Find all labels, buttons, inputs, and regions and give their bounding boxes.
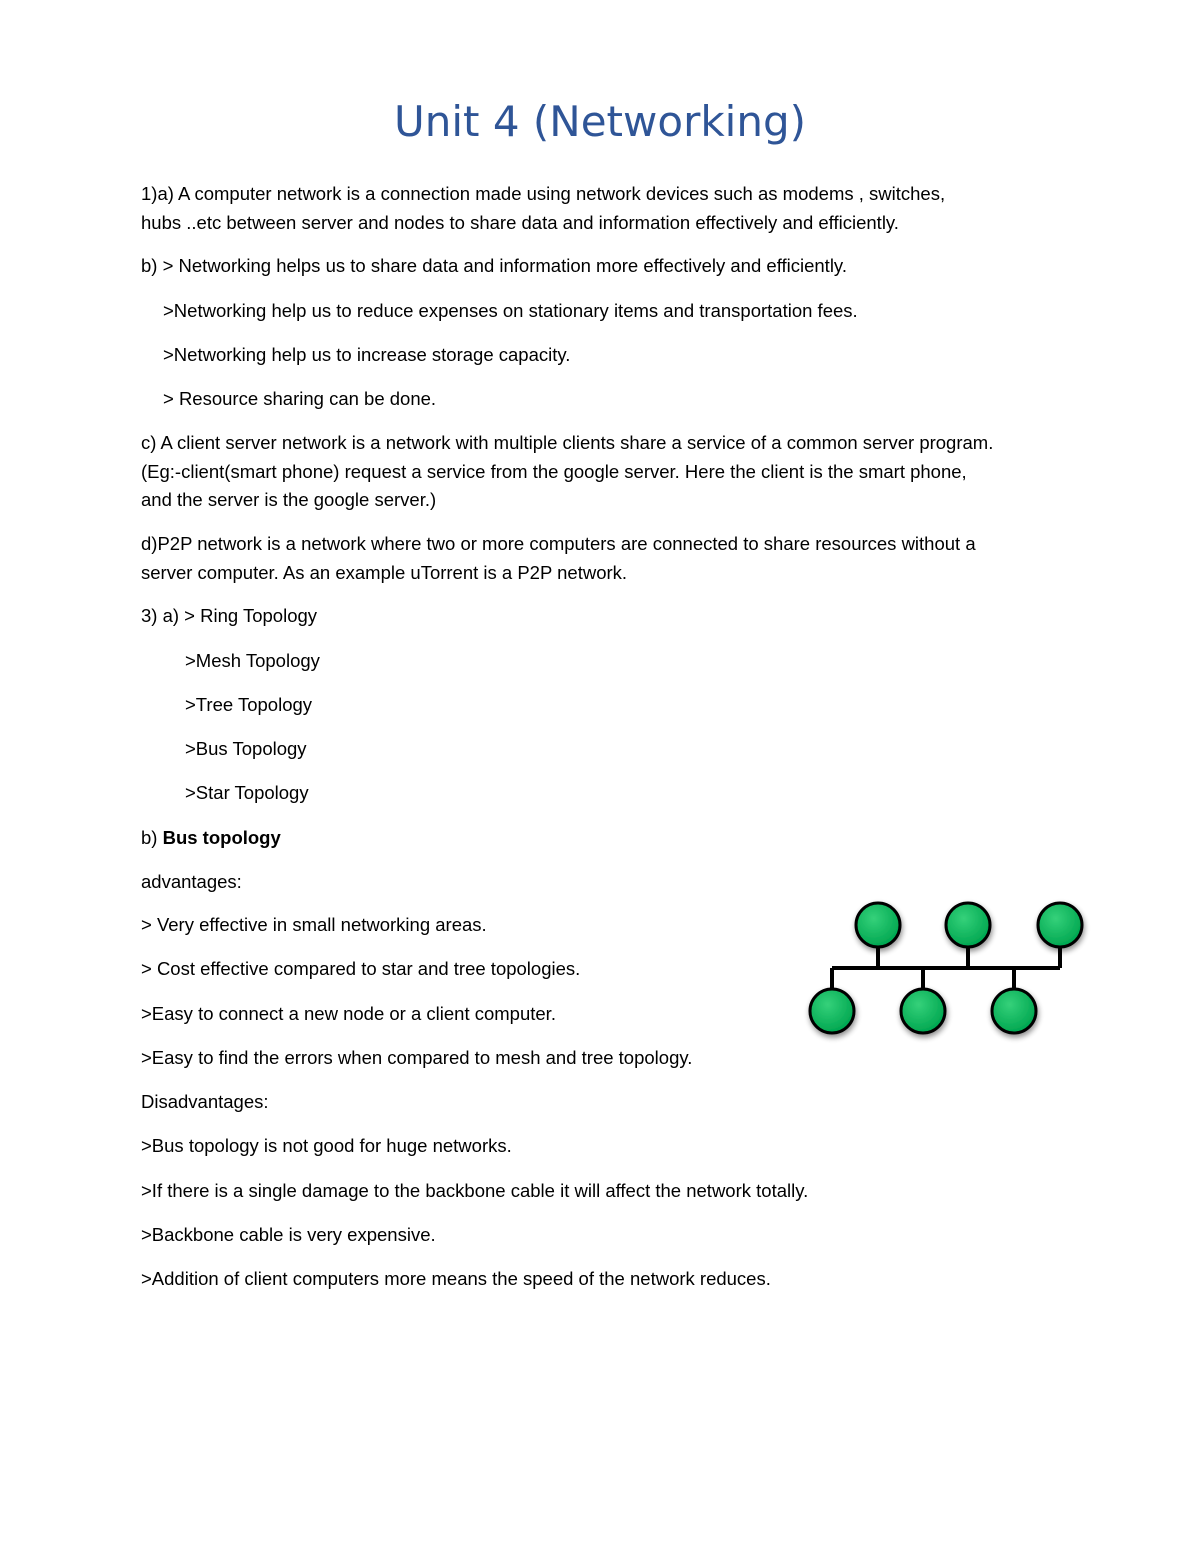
- q1a-line-1: 1)a) A computer network is a connection made using network devices such as modems , switches,: [141, 183, 946, 204]
- advantage-item: >Easy to find the errors when compared to mesh and tree topology.: [141, 1047, 693, 1068]
- advantage-item: > Very effective in small networking areas.: [141, 914, 487, 935]
- q1a-line-2: hubs ..etc between server and nodes to share data and information effectively and efficiently.: [141, 211, 899, 233]
- disadvantage-item: >Backbone cable is very expensive.: [141, 1224, 436, 1245]
- network-node: [946, 903, 990, 947]
- document-title: Unit 4 (Networking): [393, 97, 806, 146]
- disadvantage-item: >If there is a single damage to the backbone cable it will affect the network totally.: [141, 1180, 809, 1201]
- q1c-line-2: (Eg:-client(smart phone) request a service from the google server. Here the client is the smart phone,: [141, 460, 967, 482]
- q1d-paragraph: [141, 530, 1071, 587]
- topology-item: >Mesh Topology: [185, 650, 320, 671]
- q3b-heading: Bus topology: [162, 827, 281, 848]
- q1b-point: >Networking help us to reduce expenses on stationary items and transportation fees.: [163, 300, 858, 321]
- network-node: [810, 989, 854, 1033]
- q1b-point: >Networking help us to increase storage capacity.: [163, 344, 571, 365]
- q1b-point: > Resource sharing can be done.: [163, 388, 437, 409]
- q1d-line-2: server computer. As an example uTorrent is a P2P network.: [141, 561, 628, 583]
- bus-topology-diagram: [790, 888, 1100, 1048]
- network-node: [1038, 903, 1082, 947]
- topology-item: >Star Topology: [185, 782, 309, 803]
- q1a-paragraph: [141, 180, 1071, 237]
- disadvantages-label: Disadvantages:: [141, 1091, 269, 1112]
- q3a-intro: 3) a) > Ring Topology: [141, 605, 318, 626]
- network-node: [856, 903, 900, 947]
- disadvantage-item: >Bus topology is not good for huge networks.: [141, 1135, 512, 1156]
- q1c-paragraph: [141, 429, 1071, 515]
- q1d-line-1: d)P2P network is a network where two or more computers are connected to share resources without a: [141, 533, 976, 554]
- q3b-prefix: b): [141, 827, 163, 848]
- advantage-item: >Easy to connect a new node or a client computer.: [141, 1003, 556, 1024]
- q3b-heading-line: [141, 824, 1071, 853]
- q1b-intro: b) > Networking helps us to share data and information more effectively and efficiently.: [141, 255, 847, 276]
- network-node: [901, 989, 945, 1033]
- topology-item: >Tree Topology: [185, 694, 313, 715]
- q1c-line-1: c) A client server network is a network with multiple clients share a service of a common server program.: [141, 432, 994, 453]
- topology-item: >Bus Topology: [185, 738, 307, 759]
- advantage-item: > Cost effective compared to star and tree topologies.: [141, 958, 581, 979]
- advantages-label: advantages:: [141, 871, 242, 892]
- network-node: [992, 989, 1036, 1033]
- disadvantage-item: >Addition of client computers more means the speed of the network reduces.: [141, 1268, 771, 1289]
- q1c-line-3: and the server is the google server.): [141, 489, 437, 510]
